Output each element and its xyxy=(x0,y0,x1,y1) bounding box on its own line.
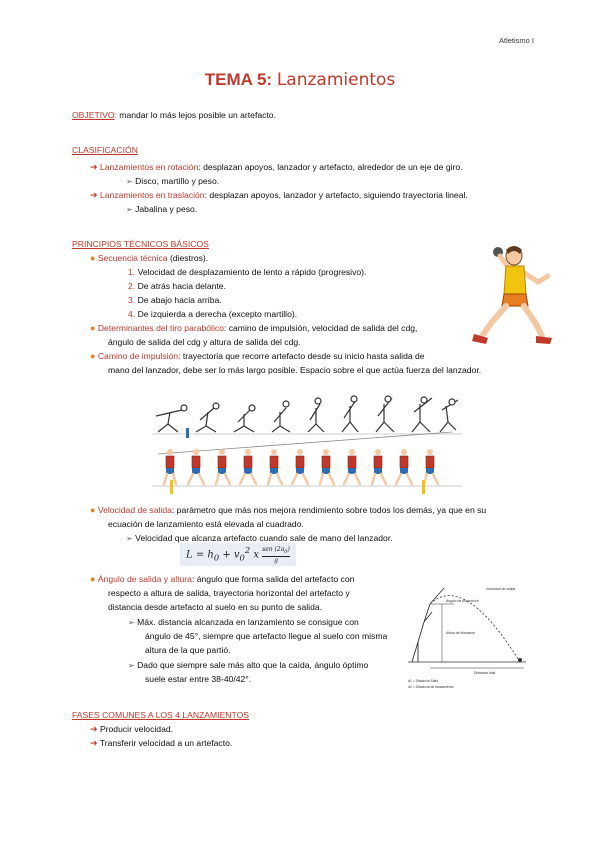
angulo-sub-cont: altura de la que partió. xyxy=(145,645,231,655)
clasificacion-sub-text: Jabalina y peso. xyxy=(135,204,198,214)
page-header: Atletismo I xyxy=(498,36,534,45)
figure xyxy=(196,408,216,432)
figure xyxy=(348,456,356,468)
objetivo-line xyxy=(72,110,276,121)
figure-legs xyxy=(344,474,360,484)
figure-head xyxy=(245,449,251,455)
fases-item-text: Transferir velocidad a un artefacto. xyxy=(99,738,233,748)
figure xyxy=(234,410,254,432)
figure xyxy=(270,456,278,468)
figure-head xyxy=(219,449,225,455)
release-marker xyxy=(422,480,425,494)
figure xyxy=(342,400,358,432)
secuencia-step xyxy=(128,267,366,278)
javelin-line xyxy=(158,432,452,454)
camino-line xyxy=(90,351,425,362)
velocidad-label: Velocidad de salida xyxy=(97,505,172,515)
title-prefix: TEMA 5: xyxy=(204,70,273,89)
clasificacion-label: Lanzamientos en rotación xyxy=(99,162,199,172)
figure xyxy=(400,456,408,468)
angulo-text: : ángulo que forma salida del artefacto con xyxy=(191,574,355,584)
step-text: De abajo hacia arriba. xyxy=(137,295,222,305)
angulo-label: Ángulo de salida y altura xyxy=(97,574,192,584)
throw-distance-formula xyxy=(180,543,296,566)
bullet-icon: ● xyxy=(90,574,96,584)
figure-head xyxy=(167,449,173,455)
objetivo-colon: : xyxy=(114,110,117,120)
athlete-leg-left xyxy=(482,306,506,336)
landing-point xyxy=(518,658,522,662)
javelin-sequence xyxy=(158,432,452,484)
secuencia-line xyxy=(90,253,208,264)
trajectory-curve xyxy=(430,596,520,662)
figure xyxy=(244,456,252,468)
athlete-shoe-right xyxy=(536,336,552,344)
figure-head xyxy=(315,398,321,404)
figure xyxy=(166,456,174,468)
throwing-sequence-illustration xyxy=(152,392,462,500)
camino-line2: mano del lanzador, debe ser lo más largo posible. Espacio sobre el que actúa fuerza del lanzador. xyxy=(108,365,482,375)
figure xyxy=(374,456,382,468)
determinantes-line xyxy=(90,323,417,334)
velocidad-line xyxy=(90,505,486,516)
figure xyxy=(192,456,200,468)
figure-head xyxy=(283,401,289,407)
principios-heading: PRINCIPIOS TÉCNICOS BÁSICOS xyxy=(72,239,209,249)
formula-fraction xyxy=(262,546,290,564)
page-title xyxy=(0,70,600,90)
angulo-sub-text: Dado que siempre sale más alto que la caída, ángulo óptimo xyxy=(137,660,369,670)
formula-numerator xyxy=(262,546,290,556)
formula-sub: 0 xyxy=(239,552,245,563)
bullet-icon: ● xyxy=(90,323,96,333)
secuencia-step xyxy=(128,309,297,320)
figure-head xyxy=(193,449,199,455)
thrower-figure xyxy=(412,604,432,662)
angulo-sub-cont: suele estar entre 38-40/42°. xyxy=(145,674,252,684)
clasificacion-item xyxy=(90,190,468,201)
figure-head xyxy=(385,396,391,402)
figure xyxy=(218,456,226,468)
figure-head xyxy=(401,449,407,455)
athlete-leg-right xyxy=(524,306,542,336)
clasificacion-subitem xyxy=(126,176,219,187)
figure xyxy=(296,456,304,468)
athlete-shirt xyxy=(504,266,526,294)
clasificacion-label: Lanzamientos en traslación xyxy=(99,190,205,200)
angulo-subitem xyxy=(128,617,359,628)
diagram-label-altura: Altura de liberación xyxy=(446,631,476,635)
start-marker xyxy=(186,428,189,438)
fases-item xyxy=(90,738,232,749)
figure xyxy=(376,398,394,432)
velocidad-sub-text: Velocidad que alcanza artefacto cuando sale de mano del lanzador. xyxy=(135,533,393,543)
triangle-bullet-icon: ➢ xyxy=(128,661,135,670)
figure-legs xyxy=(396,474,412,484)
start-marker xyxy=(170,480,173,494)
bullet-icon: ● xyxy=(90,505,96,515)
shot-put-sequence xyxy=(156,396,458,432)
figure xyxy=(440,400,458,432)
figure-head xyxy=(427,449,433,455)
fases-heading: FASES COMUNES A LOS 4 LANZAMIENTOS xyxy=(72,710,250,720)
angulo-sub-cont: ángulo de 45°, siempre que artefacto llegue al suelo con misma xyxy=(145,631,388,641)
clasificacion-text: : desplazan apoyos, lanzador y artefacto, alrededor de un eje de giro. xyxy=(198,162,463,172)
figure-legs xyxy=(372,474,386,484)
formula-sub: 0 xyxy=(213,552,220,563)
figure-legs xyxy=(188,474,204,484)
camino-label: Camino de impulsión xyxy=(97,351,179,361)
formula-lhs: L = h xyxy=(186,549,214,561)
step-text: Velocidad de desplazamiento de lento a rápido (progresivo). xyxy=(137,267,367,277)
secuencia-step xyxy=(128,295,222,306)
velocidad-line2: ecuación de lanzamiento está elevada al cuadrado. xyxy=(108,519,304,529)
figure xyxy=(412,398,432,432)
angulo-sub-text: Máx. distancia alcanzada en lanzamiento se consigue con xyxy=(137,617,359,627)
arrow-icon: ➔ xyxy=(90,162,98,172)
step-text: De atrás hacia delante. xyxy=(137,281,226,291)
formula-num-text: sen (2a xyxy=(262,545,285,553)
diagram-label-vel: Velocidad de salida xyxy=(486,587,516,591)
formula-denominator: g xyxy=(262,556,290,564)
velocidad-text: : parámetro que más nos mejora rendimiento sobre todos los demás, ya que en su xyxy=(171,505,487,515)
figure-head xyxy=(213,403,219,409)
figure xyxy=(426,456,434,468)
angulo-subitem xyxy=(128,660,368,671)
formula-x: x xyxy=(250,549,263,561)
figure-head xyxy=(323,449,329,455)
angulo-line2: respecto a altura de salida, trayectoria horizontal del artefacto y xyxy=(108,588,350,598)
secuencia-text: (diestros). xyxy=(167,253,209,263)
figure-legs xyxy=(424,474,438,484)
objetivo-label: OBJETIVO xyxy=(72,110,115,120)
step-text: De izquierda a derecha (excepto martillo). xyxy=(137,309,298,319)
figure xyxy=(308,404,324,432)
triangle-bullet-icon: ➢ xyxy=(126,205,133,214)
objetivo-text: mandar lo más lejos posible un artefacto. xyxy=(119,110,276,120)
determinantes-text: : camino de impulsión, velocidad de salida del cdg, xyxy=(223,323,418,333)
figure-legs xyxy=(292,474,308,484)
figure-legs xyxy=(268,474,282,484)
figure-head xyxy=(421,397,427,403)
formula-sup: 2 xyxy=(244,545,251,555)
arrow-icon: ➔ xyxy=(90,738,98,748)
shot-put-athlete-illustration xyxy=(470,242,558,348)
figure-head xyxy=(297,449,303,455)
diagram-legend-2: d2 = Distancia de lanzamiento xyxy=(408,685,454,689)
figure-head xyxy=(351,396,357,402)
figure-head xyxy=(271,449,277,455)
title-text: Lanzamientos xyxy=(276,70,396,90)
triangle-bullet-icon: ➢ xyxy=(128,618,135,627)
figure-legs xyxy=(320,474,334,484)
clasificacion-heading: CLASIFICACIÓN xyxy=(72,145,138,155)
determinantes-label: Determinantes del tiro parabólico xyxy=(97,323,224,333)
bullet-icon: ● xyxy=(90,351,96,361)
fases-item xyxy=(90,724,173,735)
figure xyxy=(156,410,182,432)
trajectory-diagram xyxy=(404,582,530,694)
fases-item-text: Producir velocidad. xyxy=(99,724,174,734)
figure xyxy=(322,456,330,468)
figure-legs xyxy=(240,474,256,484)
clasificacion-item xyxy=(90,162,463,173)
triangle-bullet-icon: ➢ xyxy=(126,534,133,543)
figure-head xyxy=(249,405,255,411)
step-number: 2. xyxy=(128,281,136,291)
diagram-label-distancia: Distancia total xyxy=(474,671,496,675)
step-number: 1. xyxy=(128,267,136,277)
angulo-line3: distancia desde artefacto al suelo en su punto de salida. xyxy=(108,602,323,612)
secuencia-label: Secuencia técnica xyxy=(97,253,168,263)
determinantes-line2: ángulo de salida del cdg y altura de salida del cdg. xyxy=(108,337,301,347)
velocity-vector xyxy=(430,588,444,604)
formula-plus: + v xyxy=(219,549,240,561)
clasificacion-text: : desplazan apoyos, lanzador y artefacto, siguiendo trayectoria lineal. xyxy=(204,190,468,200)
clasificacion-sub-text: Disco, martillo y peso. xyxy=(135,176,220,186)
figure-head xyxy=(449,399,455,405)
step-number: 4. xyxy=(128,309,136,319)
diagram-label-angulo: Ángulo de proyección xyxy=(446,599,479,603)
figure-head xyxy=(375,449,381,455)
formula-num-sub: 0 xyxy=(284,548,288,555)
angulo-line xyxy=(90,574,354,585)
formula-num-end: ) xyxy=(287,545,290,553)
step-number: 3. xyxy=(128,295,136,305)
diagram-legend-1: d1 = Distancia Salto xyxy=(408,679,439,683)
camino-text: : trayectoria que recorre artefacto desde su inicio hasta salida de xyxy=(178,351,425,361)
figure-head xyxy=(349,449,355,455)
secuencia-step xyxy=(128,281,226,292)
arrow-icon: ➔ xyxy=(90,190,98,200)
figure xyxy=(272,408,290,432)
triangle-bullet-icon: ➢ xyxy=(126,177,133,186)
bullet-icon: ● xyxy=(90,253,96,263)
figure-head xyxy=(181,405,187,411)
arrow-icon: ➔ xyxy=(90,724,98,734)
clasificacion-subitem xyxy=(126,204,197,215)
figure-legs xyxy=(216,474,230,484)
